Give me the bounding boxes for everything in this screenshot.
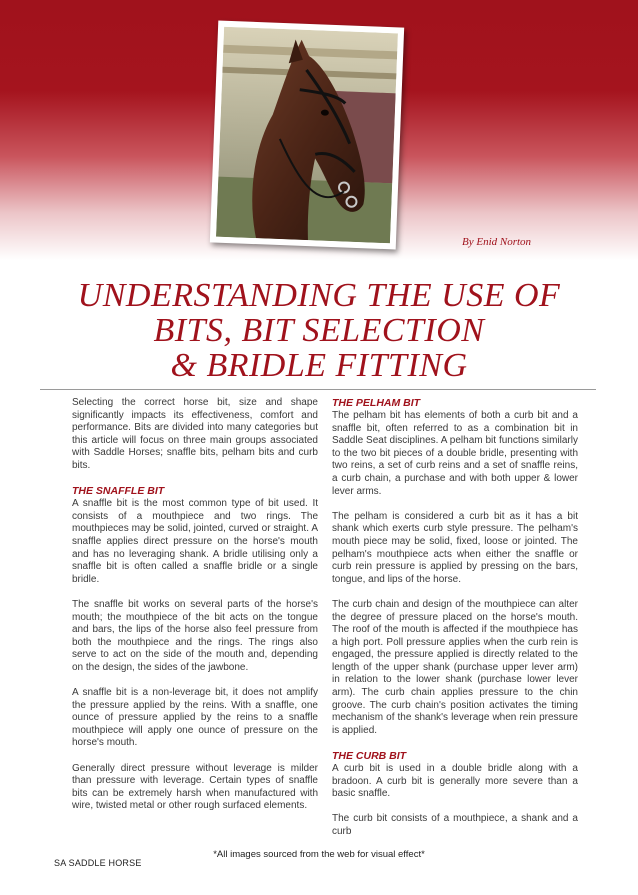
magazine-name: SA SADDLE HORSE: [54, 858, 142, 868]
right-column: [332, 397, 578, 851]
pelham-paragraph-2: The pelham is considered a curb bit as it has a bit shank which exerts curb style pressure. The pelham's mouth piece may be solid, fixed, loose or jointed. The pelham's mouthpiece acts when either the snaffle or curb rein pressure is applied by pressing on the bars, tongue, and lips of the horse.: [332, 510, 578, 585]
title-line-1: UNDERSTANDING THE USE OF: [77, 277, 561, 314]
horse-photo: [210, 21, 404, 250]
image-credit-note: *All images sourced from the web for visual effect*: [213, 849, 425, 860]
snaffle-paragraph-4: Generally direct pressure without leverage is milder than pressure with leverage. Certain types of snaffle bits can be extremely harsh when manufactured with wire, twisted metal or other rough surfaced elements.: [72, 762, 318, 812]
pelham-heading: THE PELHAM BIT: [332, 397, 421, 409]
curb-paragraph-2: The curb bit consists of a mouthpiece, a shank and a curb: [332, 813, 578, 837]
author-byline: By Enid Norton: [462, 236, 532, 248]
pelham-paragraph-1: The pelham bit has elements of both a curb bit and a snaffle bit, often referred to as a combination bit in Saddle Seat disciplines. A pelham bit functions similarly to the two bit pieces of a double bridle, presenting with two reins, a set of curb reins and a set of snaffle reins, a curb chain, a purchase and with both upper & lower lever arms.: [332, 410, 578, 497]
snaffle-paragraph-3: A snaffle bit is a non-leverage bit, it does not amplify the pressure applied by the reins. With a snaffle, one ounce of pressure applied by the reins to a snaffle mouthpiece will apply one ounce of pressure on the horse's mouth.: [72, 687, 318, 749]
article-title: [30, 278, 608, 383]
curb-heading: THE CURB BIT: [332, 750, 407, 763]
title-divider: [40, 389, 596, 390]
horse-photo-image: [216, 27, 398, 244]
intro-paragraph: Selecting the correct horse bit, size and shape significantly impacts its effectiveness, comfort and performance. Bits are divided into many categories but this article will focus on three main groups associated with Saddle Horses; snaffle bits, pelham bits and curb bits.: [72, 397, 318, 471]
left-column: [72, 397, 318, 826]
pelham-paragraph-3: The curb chain and design of the mouthpiece can alter the degree of pressure placed on the horse's mouth. The roof of the mouth is affected if the mouthpiece has a high port. Poll pressure applies when the curb rein is engaged, the pressure applied is directly related to the length of the upper shank (purchase upper lever arm) in relation to the lower shank (purchase lower lever arm). The curb chain applies pressure to the chin groove. The curb chain's position activates the timing mechanism of the shank's leverage when rein pressure is applied.: [332, 598, 578, 736]
title-line-2: BITS, BIT SELECTION: [153, 312, 485, 349]
snaffle-heading: THE SNAFFLE BIT: [72, 485, 165, 498]
title-line-3: & BRIDLE FITTING: [170, 347, 468, 384]
snaffle-paragraph-2: The snaffle bit works on several parts of the horse's mouth; the mouthpiece of the bit acts on the tongue and bars, the lips of the horse also feel pressure from both the mouthpiece and the rings. The rings also serve to act on the side of the mouth and, depending on the design, the sides of the jawbone.: [72, 598, 318, 673]
snaffle-paragraph-1: A snaffle bit is the most common type of bit used. It consists of a mouthpiece and two rings. The mouthpieces may be solid, jointed, curved or straight. A snaffle applies direct pressure on the horse's mouth and has no leveraging shank. A bridle utilising only a snaffle bit is often called a snaffle bridle or a single bridle.: [72, 498, 318, 585]
curb-paragraph-1: A curb bit is used in a double bridle along with a bradoon. A curb bit is generally more severe than a basic snaffle.: [332, 763, 578, 800]
